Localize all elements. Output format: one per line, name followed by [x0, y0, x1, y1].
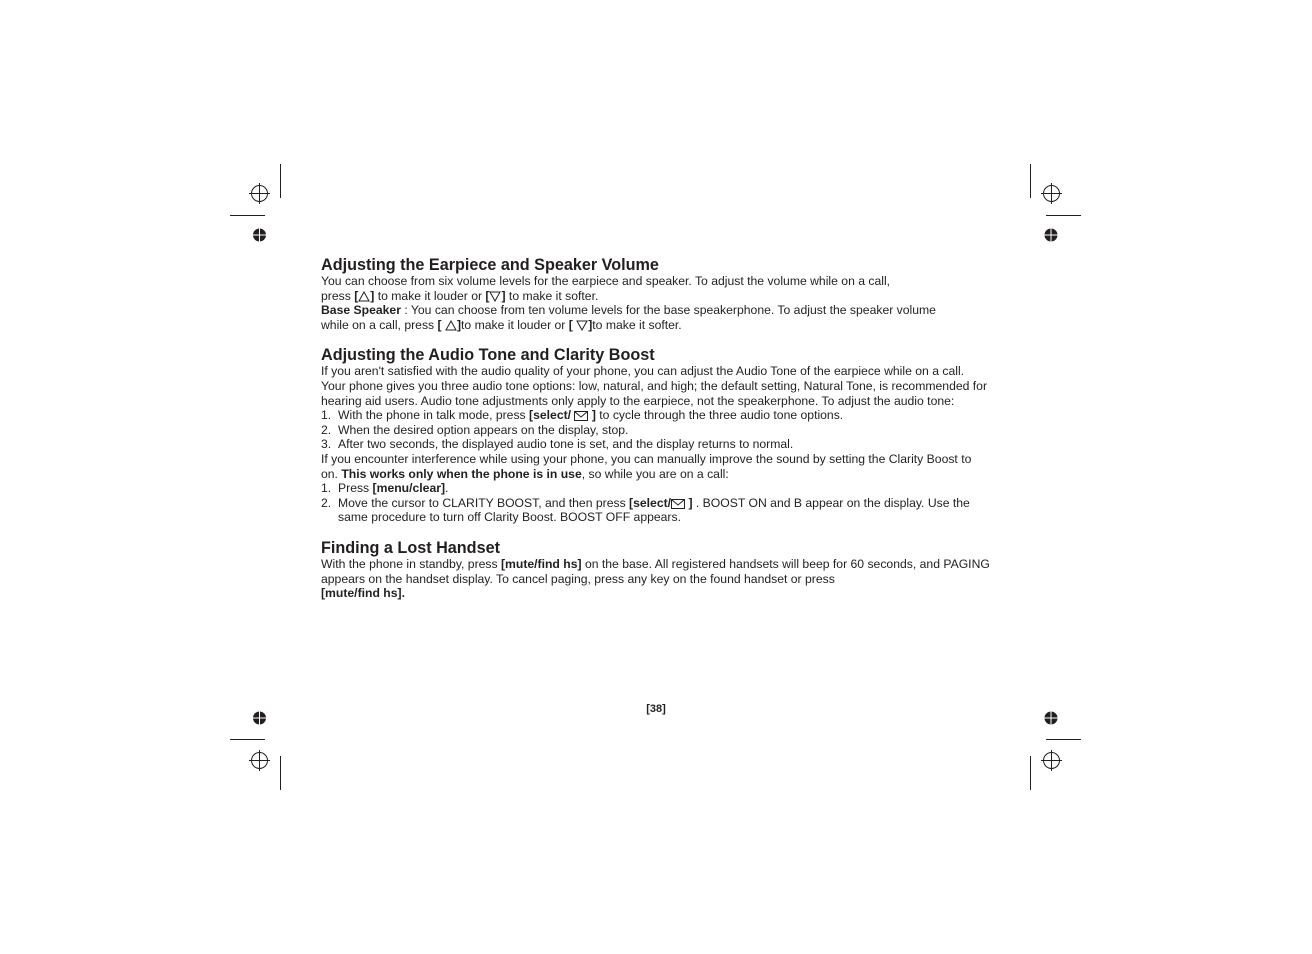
text: press	[321, 288, 355, 303]
text: . BOOST ON and B appear on the display. Use the same procedure to turn off Clarity Boost. BOOST OFF appears.	[338, 495, 970, 525]
key-open: [	[568, 317, 577, 332]
registration-mark-icon	[249, 750, 270, 771]
registration-mark-icon	[249, 183, 270, 204]
key-open: [	[485, 288, 490, 303]
text: to make it louder or	[461, 317, 569, 332]
text: If you encounter interference while using your phone, you can manually improve the sound by setting the Clarity Boost to on.	[321, 451, 972, 481]
key-label: ]	[685, 495, 693, 510]
step-number: 1.	[321, 408, 332, 423]
text: to make it softer.	[592, 317, 682, 332]
envelope-icon	[574, 411, 588, 421]
step-number: 2.	[321, 495, 332, 510]
up-triangle-icon	[445, 320, 457, 331]
key-open: [	[437, 317, 445, 332]
key-label: [select/	[529, 408, 575, 423]
section-audio-tone	[321, 346, 991, 525]
text: Press	[338, 481, 373, 496]
steps-list	[321, 408, 991, 452]
key-label: ]	[588, 408, 596, 423]
key-label: [menu/clear]	[372, 481, 446, 496]
paragraph	[321, 303, 991, 318]
text: to make it louder or	[374, 288, 486, 303]
step-number: 1.	[321, 481, 332, 496]
down-triangle-icon	[489, 291, 501, 302]
up-triangle-icon	[358, 291, 370, 302]
text: on the base. All registered handsets will beep for 60 seconds, and PAGING appears on the handset display. To cancel paging, press any key on the found handset or press	[321, 556, 990, 586]
section-title: Finding a Lost Handset	[321, 538, 500, 557]
page-number: [38]	[646, 703, 666, 715]
list-item	[321, 408, 991, 423]
step-text	[338, 481, 991, 496]
paragraph	[321, 289, 991, 304]
text: , so while you are on a call:	[581, 466, 729, 481]
paragraph: You can choose from six volume levels for the earpiece and speaker. To adjust the volume while on a call,	[321, 274, 891, 288]
key-close: ]	[456, 317, 462, 332]
paragraph: If you aren't satisfied with the audio quality of your phone, you can adjust the Audio Tone of the earpiece while on a call. Your phone gives you three audio tone options: low, natural, and high; the default setting, Natural Tone, is recommended for hearing aid users. Audio tone adjustments only apply to the earpiece, not the speakerphone. To adjust the audio tone:	[321, 364, 988, 408]
text: With the phone in talk mode, press	[338, 408, 530, 423]
emphasis: This works only when the phone is in use	[341, 466, 582, 481]
registration-mark-icon	[1041, 750, 1062, 771]
list-item	[321, 423, 991, 438]
envelope-icon	[671, 499, 685, 509]
paragraph	[321, 452, 991, 481]
key-label: [mute/find hs]	[500, 556, 582, 571]
text: to make it softer.	[505, 288, 599, 303]
base-speaker-label: Base Speaker	[321, 303, 401, 318]
section-volume	[321, 256, 991, 332]
list-item	[321, 496, 991, 525]
section-title: Adjusting the Audio Tone and Clarity Boost	[321, 346, 655, 365]
registration-mark-icon	[1041, 183, 1062, 204]
key-label: [select/	[629, 495, 672, 510]
step-number: 3.	[321, 437, 332, 452]
text: while on a call, press	[321, 317, 438, 332]
text: With the phone in standby, press	[321, 556, 501, 571]
list-item	[321, 481, 991, 496]
text: .	[445, 481, 449, 496]
step-text: When the desired option appears on the display, stop.	[338, 422, 629, 437]
section-find-handset	[321, 539, 991, 601]
down-triangle-icon	[576, 320, 588, 331]
key-close: ]	[370, 288, 375, 303]
step-text: After two seconds, the displayed audio tone is set, and the display returns to normal.	[338, 437, 794, 452]
key-label: [mute/find hs].	[321, 586, 405, 601]
step-text	[338, 496, 991, 525]
page-content	[321, 256, 991, 615]
paragraph	[321, 557, 991, 601]
text: Move the cursor to CLARITY BOOST, and then press	[338, 495, 630, 510]
key-open: [	[354, 288, 359, 303]
step-text	[338, 408, 991, 423]
text: : You can choose from ten volume levels for the base speakerphone. To adjust the speaker volume	[400, 303, 936, 318]
section-title: Adjusting the Earpiece and Speaker Volume	[321, 256, 659, 274]
boost-steps-list	[321, 481, 991, 525]
step-number: 2.	[321, 422, 332, 437]
list-item	[321, 437, 991, 452]
text: to cycle through the three audio tone options.	[595, 408, 844, 423]
key-close: ]	[501, 288, 506, 303]
paragraph	[321, 318, 991, 333]
key-close: ]	[588, 317, 593, 332]
